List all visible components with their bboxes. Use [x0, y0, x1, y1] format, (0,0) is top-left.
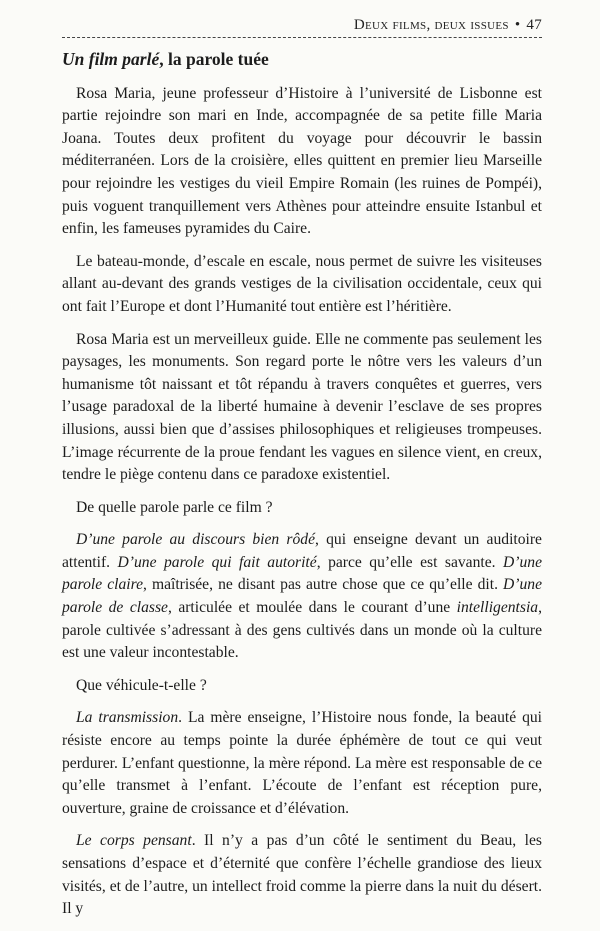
p4-italic-4: D’une parole de classe	[62, 576, 543, 617]
p6-italic-1: Le corps pensant	[76, 832, 192, 850]
p4-text-3: , maîtrisée, ne disant pas autre chose que ce qu’elle dit.	[143, 576, 504, 594]
paragraph-4	[62, 529, 542, 665]
running-head-title: Deux films, deux issues	[353, 17, 509, 33]
section-title-rest: , la parole tuée	[159, 49, 269, 69]
running-head	[62, 12, 542, 38]
p5-italic-1: La transmission	[76, 709, 179, 727]
paragraph-1: Rosa Maria, jeune professeur d’Histoire à l’université de Lisbonne est partie rejoindre son mari en Inde, accompagnée de sa petite fille Maria Joana. Toutes deux profitent du voyage pour découvrir le bassin méditerranéen. Lors de la croisière, elles quittent en premier lieu Marseille pour rejoindre les vestiges du vieil Empire Romain (les ruines de Pompéi), puis voguent tranquillement vers Athènes pour atteindre ensuite Istanbul et enfin, les fameuses pyramides du Caire.	[62, 84, 542, 238]
page-number: 47	[526, 17, 542, 33]
p4-italic-5: intelligentsia	[456, 599, 539, 617]
p4-text-1: , qui enseigne devant un auditoire attentif.	[62, 531, 542, 571]
p6-text-1: . Il n’y a pas d’un côté le sentiment du Beau, les sensations d’espace et d’éternité que confère l’échelle grandiose des lieux visités, et de l’autre, un intellect froid comme la pierre dans la nuit du désert. Il y	[62, 832, 542, 918]
p4-italic-3: D’une parole claire	[62, 553, 543, 594]
running-head-separator: •	[514, 17, 521, 33]
paragraph-6	[62, 830, 542, 920]
question-2: Que véhicule-t-elle ?	[76, 676, 207, 694]
paragraph-5	[62, 707, 542, 820]
section-title-italic: Un film parlé	[62, 49, 160, 69]
p4-text-2: , parce qu’elle est savante.	[316, 553, 504, 571]
section-title	[62, 48, 542, 71]
p5-text-1: . La mère enseigne, l’Histoire nous fonde, la beauté qui résiste encore au temps pointe la durée éphémère de tout ce qui veut perdurer. L’enfant questionne, la mère répond. La mère est responsable de ce qu’elle transmet à l’enfant. L’écoute de l’enfant est réception pure, ouverture, graine de croissance et d’élévation.	[62, 709, 542, 817]
p4-text-4: , articulée et moulée dans le courant d’une	[167, 599, 457, 617]
p4-italic-2: D’une parole qui fait autorité	[117, 553, 317, 571]
p4-text-5: , parole cultivée s’adressant à des gens cultivés dans un monde où la culture est une valeur incontestable.	[62, 599, 542, 662]
question-1: De quelle parole parle ce film ?	[76, 498, 273, 516]
p4-italic-1: D’une parole au discours bien rôdé	[76, 531, 315, 549]
page-body	[62, 48, 542, 931]
paragraph-3: Rosa Maria est un merveilleux guide. Elle ne commente pas seulement les paysages, les monuments. Son regard porte le nôtre vers les valeurs d’un humanisme tôt naissant et tôt répandu à travers conquêtes et guerres, vers l’usage paradoxal de la liberté humaine à devenir l’esclave de ses propres illusions, aussi bien que d’assises philosophiques et religieuses trompeuses. L’image récurrente de la proue fendant les vagues en silence vient, en creux, tendre le piège contenu dans ce paradoxe existentiel.	[62, 330, 542, 484]
paragraph-2: Le bateau-monde, d’escale en escale, nous permet de suivre les visiteuses allant au-devant des grands vestiges de la civilisation occidentale, ceux qui ont fait l’Europe et dont l’Humanité tout entière est l’héritière.	[62, 252, 542, 315]
